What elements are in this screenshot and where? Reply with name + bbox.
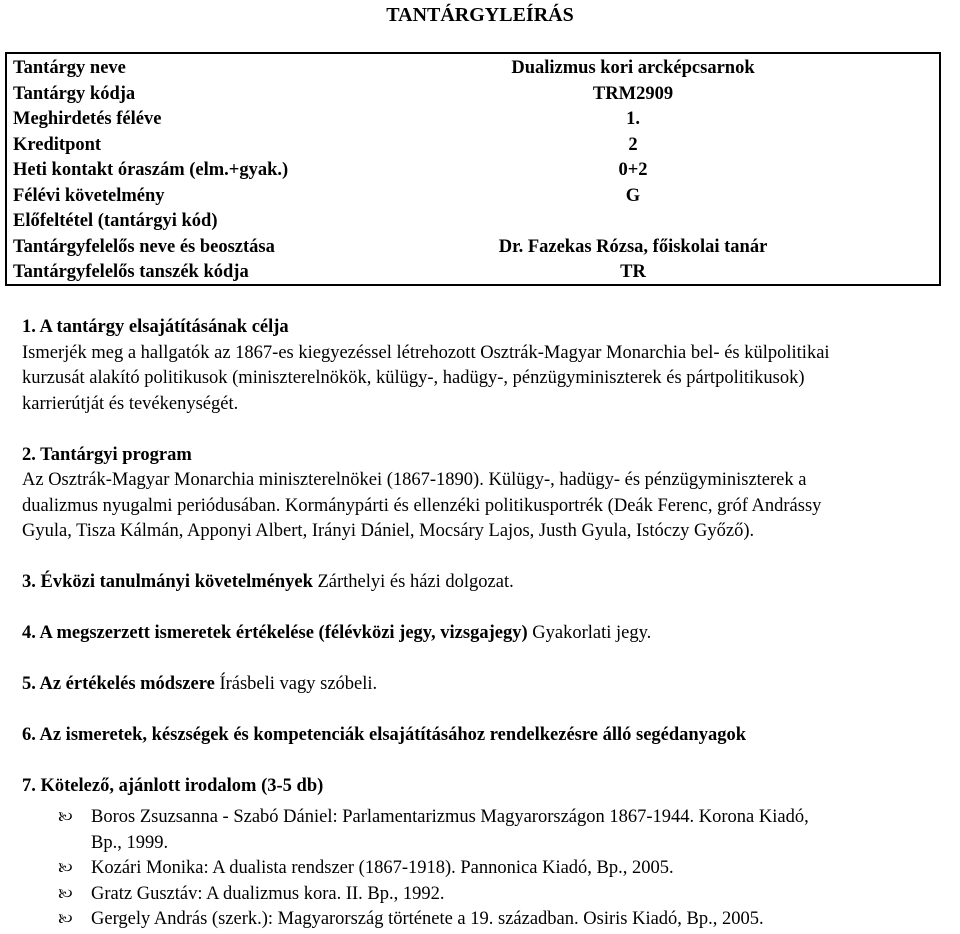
- info-label: Tantárgy neve: [13, 58, 126, 78]
- info-value: 1.: [626, 109, 640, 129]
- bullet-icon: 🙠: [58, 859, 73, 877]
- info-label: Tantárgyfelelős tanszék kódja: [13, 262, 249, 282]
- info-value: Dualizmus kori arcképcsarnok: [511, 58, 755, 78]
- section-4-heading: 4. A megszerzett ismeretek értékelése (félévközi jegy, vizsgajegy): [22, 623, 528, 643]
- section-5-text: Írásbeli vagy szóbeli.: [219, 674, 378, 694]
- reference-text-continued: Bp., 1999.: [91, 832, 169, 853]
- section-1-body-line: Ismerjék meg a hallgatók az 1867-es kiegyezéssel létrehozott Osztrák-Magyar Monarchia bel- és külpolitikai: [22, 342, 830, 363]
- section-2-body-line: dualizmus nyugalmi periódusában. Kormánypárti és ellenzéki politikusportrék (Deák Ferenc, gróf Andrássy: [22, 495, 822, 516]
- info-row-responsible: [7, 235, 939, 261]
- reference-item: [58, 856, 938, 882]
- info-row-weekly-hours: [7, 158, 939, 184]
- info-row-prerequisite: [7, 209, 939, 235]
- reference-text: Gratz Gusztáv: A dualizmus kora. II. Bp., 1992.: [91, 883, 445, 904]
- reference-text: Boros Zsuzsanna - Szabó Dániel: Parlamentarizmus Magyarországon 1867-1944. Korona Kiadó,: [91, 807, 809, 827]
- section-2-body-line: Gyula, Tisza Kálmán, Apponyi Albert, Irányi Dániel, Mocsáry Lajos, Justh Gyula, Istóczy Győző).: [22, 521, 755, 541]
- section-3: [22, 570, 958, 596]
- info-label: Meghirdetés féléve: [13, 109, 162, 129]
- section-7-heading: 7. Kötelező, ajánlott irodalom (3-5 db): [22, 776, 324, 796]
- bullet-icon: 🙠: [58, 884, 73, 903]
- section-4: [22, 621, 958, 647]
- section-1-heading: 1. A tantárgy elsajátításának célja: [22, 317, 289, 337]
- section-2-heading: 2. Tantárgyi program: [22, 444, 192, 465]
- bullet-icon: 🙠: [58, 910, 73, 928]
- section-5-heading: 5. Az értékelés módszere: [22, 674, 215, 694]
- info-value: 2: [628, 134, 638, 155]
- info-row-credit: [7, 133, 939, 159]
- section-2-body-line: Az Osztrák-Magyar Monarchia miniszterelnökei (1867-1890). Külügy-, hadügy- és pénzügyminiszterek a: [22, 470, 807, 490]
- course-info-table: [5, 52, 941, 286]
- info-label: Félévi követelmény: [13, 185, 165, 206]
- course-description: [22, 315, 958, 800]
- bullet-icon: 🙠: [58, 808, 73, 826]
- reference-text: Kozári Monika: A dualista rendszer (1867-1918). Pannonica Kiadó, Bp., 2005.: [91, 858, 674, 878]
- info-label: Tantárgyfelelős neve és beosztása: [13, 236, 275, 257]
- info-row-department: [7, 260, 939, 286]
- info-value: Dr. Fazekas Rózsa, főiskolai tanár: [498, 236, 768, 257]
- section-4-text: Gyakorlati jegy.: [532, 623, 652, 643]
- section-5: [22, 672, 958, 698]
- info-label: Előfeltétel (tantárgyi kód): [13, 211, 218, 231]
- section-3-heading: 3. Évközi tanulmányi követelmények: [22, 572, 313, 592]
- reference-item: [58, 907, 938, 933]
- info-label: Kreditpont: [13, 134, 102, 155]
- info-row-semester: [7, 107, 939, 133]
- section-3-text: Zárthelyi és házi dolgozat.: [317, 572, 514, 592]
- section-1-body-line: kurzusát alakító politikusok (miniszterelnökök, külügy-, hadügy-, pénzügyminiszterek és pártpolitikusok): [22, 368, 805, 388]
- info-label: Tantárgy kódja: [13, 83, 136, 104]
- reference-text: Gergely András (szerk.): Magyarország története a 19. században. Osiris Kiadó, Bp., 2005.: [91, 909, 764, 929]
- info-row-course-code: [7, 82, 939, 108]
- document-title: TANTÁRGYLEÍRÁS: [386, 4, 574, 26]
- section-1-body-line: karrierútját és tevékenységét.: [22, 393, 239, 414]
- section-6-heading: 6. Az ismeretek, készségek és kompetenciák elsajátításához rendelkezésre álló segédanyagok: [22, 725, 746, 745]
- reference-list: [58, 805, 938, 933]
- info-label: Heti kontakt óraszám (elm.+gyak.): [13, 160, 289, 180]
- info-value: TRM2909: [592, 83, 674, 104]
- info-value: 0+2: [618, 160, 648, 180]
- reference-item: [58, 882, 938, 908]
- reference-item: [58, 805, 938, 856]
- info-row-requirement: [7, 184, 939, 210]
- info-value: G: [625, 185, 641, 206]
- info-row-course-name: [7, 56, 939, 82]
- info-value: TR: [620, 262, 646, 282]
